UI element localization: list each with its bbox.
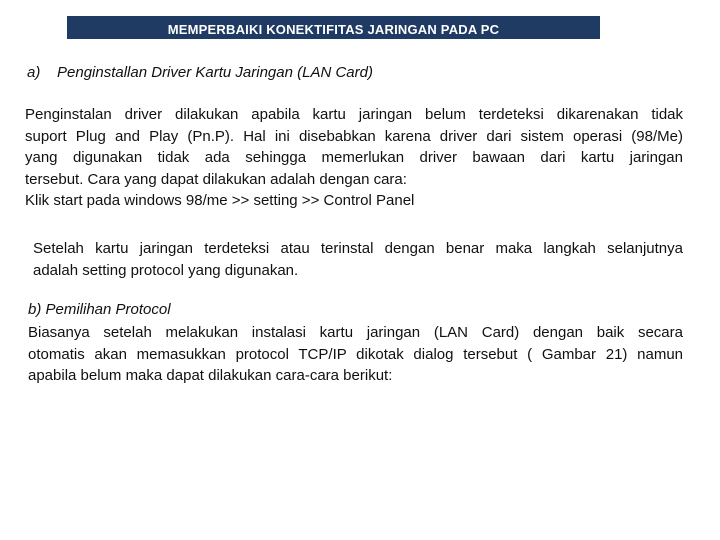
paragraph-line: tersebut. Cara yang dapat dilakukan adalah dengan cara: xyxy=(25,170,407,188)
paragraph-line: otomatis akan memasukkan protocol TCP/IP dikotak dialog tersebut ( Gambar 21) namun xyxy=(28,345,683,363)
paragraph-line: Klik start pada windows 98/me >> setting >> Control Panel xyxy=(25,192,415,209)
section-a-title: Penginstallan Driver Kartu Jaringan (LAN Card) xyxy=(57,64,373,81)
paragraph-line: Setelah kartu jaringan terdeteksi atau terinstal dengan benar maka langkah selanjutnya xyxy=(33,240,683,257)
paragraph-line: suport Plug and Play (Pn.P). Hal ini disebabkan karena driver dari sistem operasi (98/Me) xyxy=(25,127,683,145)
paragraph-line: Biasanya setelah melakukan instalasi kartu jaringan (LAN Card) dengan baik secara xyxy=(28,324,683,341)
section-b-heading: b) Pemilihan Protocol xyxy=(28,301,171,318)
paragraph-driver-install xyxy=(25,104,683,212)
paragraph-line: yang digunakan tidak ada sehingga memerlukan driver bawaan dari kartu jaringan xyxy=(25,149,683,166)
paragraph-protocol-selection xyxy=(28,322,683,387)
paragraph-protocol-setting xyxy=(33,238,683,281)
page-title: MEMPERBAIKI KONEKTIFITAS JARINGAN PADA PC xyxy=(167,22,500,37)
section-a-heading xyxy=(27,64,373,81)
paragraph-line: Penginstalan driver dilakukan apabila kartu jaringan belum terdeteksi dikarenakan tidak xyxy=(25,106,683,123)
paragraph-line: apabila belum maka dapat dilakukan cara-cara berikut: xyxy=(28,367,393,384)
paragraph-line: adalah setting protocol yang digunakan. xyxy=(33,261,299,279)
title-bar xyxy=(67,16,600,39)
section-a-number: a) xyxy=(27,64,41,81)
